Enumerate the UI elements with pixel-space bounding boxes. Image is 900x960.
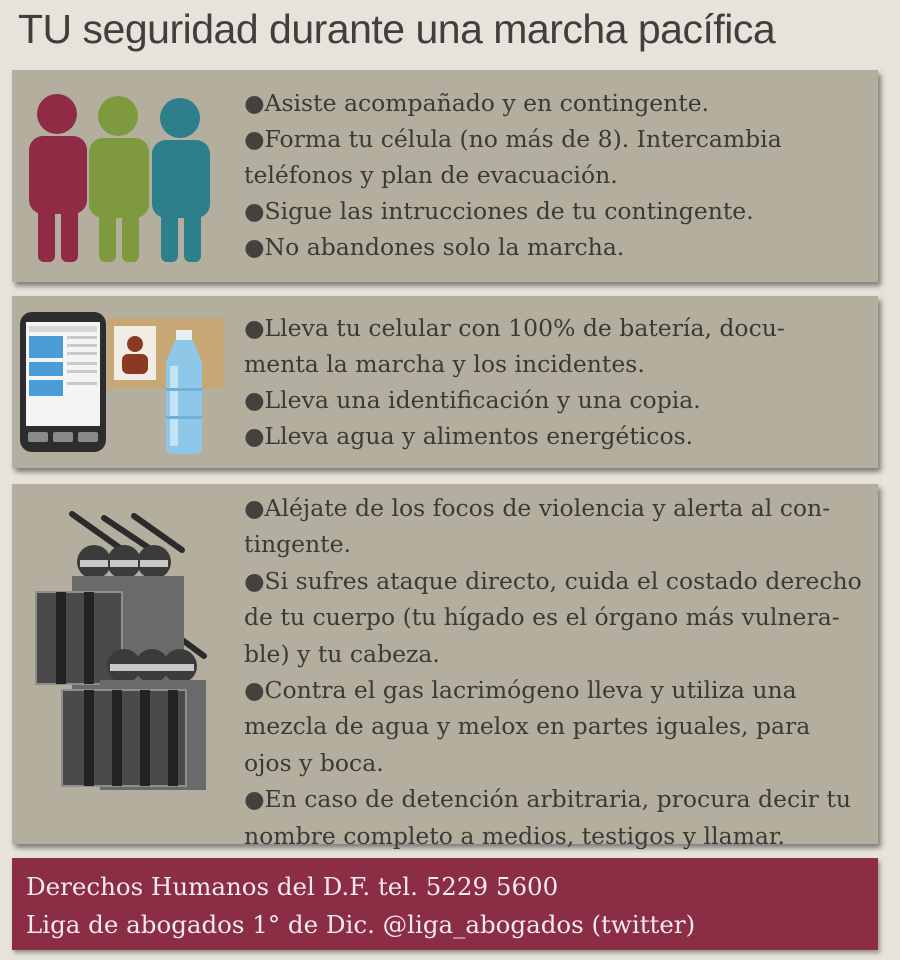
- list-item: ●Si sufres ataque directo, cuida el costado derecho: [244, 566, 862, 595]
- list-item-continuation: nombre completo a medios, testigos y llamar.: [244, 821, 786, 850]
- section-3-text: [244, 490, 872, 854]
- list-item-continuation: menta la marcha y los incidentes.: [244, 350, 645, 378]
- phone-id-water-icon: [12, 296, 237, 468]
- list-item: ●Lleva una identificación y una copia.: [244, 386, 701, 414]
- footer-human-rights-phone: Derechos Humanos del D.F. tel. 5229 5600: [26, 872, 559, 901]
- section-2-text: [244, 310, 872, 454]
- list-item: ●Lleva tu celular con 100% de batería, docu-: [244, 314, 785, 342]
- list-item: ●Forma tu célula (no más de 8). Intercambia: [244, 125, 782, 153]
- list-item: ●Lleva agua y alimentos energéticos.: [244, 422, 694, 450]
- list-item: ●En caso de detención arbitraria, procura decir tu: [244, 785, 851, 814]
- list-item-continuation: teléfonos y plan de evacuación.: [244, 161, 618, 189]
- list-item: ●Contra el gas lacrimógeno lleva y utiliza una: [244, 676, 797, 705]
- list-item-continuation: ble) y tu cabeza.: [244, 639, 440, 668]
- contacts-footer: [12, 858, 878, 950]
- list-item-continuation: mezcla de agua y melox en partes iguales, para: [244, 712, 811, 741]
- list-item-continuation: tingente.: [244, 530, 352, 559]
- list-item: ●Asiste acompañado y en contingente.: [244, 89, 710, 117]
- list-item: ●Sigue las intrucciones de tu contingente.: [244, 197, 754, 225]
- page-title: TU seguridad durante una marcha pacífica: [18, 6, 776, 52]
- section-1-text: [244, 85, 872, 265]
- riot-police-icon: [12, 484, 237, 844]
- people-group-icon: [12, 70, 232, 282]
- section-violence: [12, 484, 878, 850]
- phone-icon: [20, 312, 106, 452]
- section-contingent: [12, 70, 878, 282]
- list-item: ●Aléjate de los focos de violencia y alerta al con-: [244, 494, 831, 522]
- section-essentials: [12, 296, 878, 468]
- list-item: ●No abandones solo la marcha.: [244, 233, 625, 261]
- footer-lawyers-league: Liga de abogados 1° de Dic. @liga_abogados (twitter): [26, 910, 696, 939]
- list-item-continuation: de tu cuerpo (tu hígado es el órgano más vulnera-: [244, 603, 840, 632]
- list-item-continuation: ojos y boca.: [244, 748, 384, 777]
